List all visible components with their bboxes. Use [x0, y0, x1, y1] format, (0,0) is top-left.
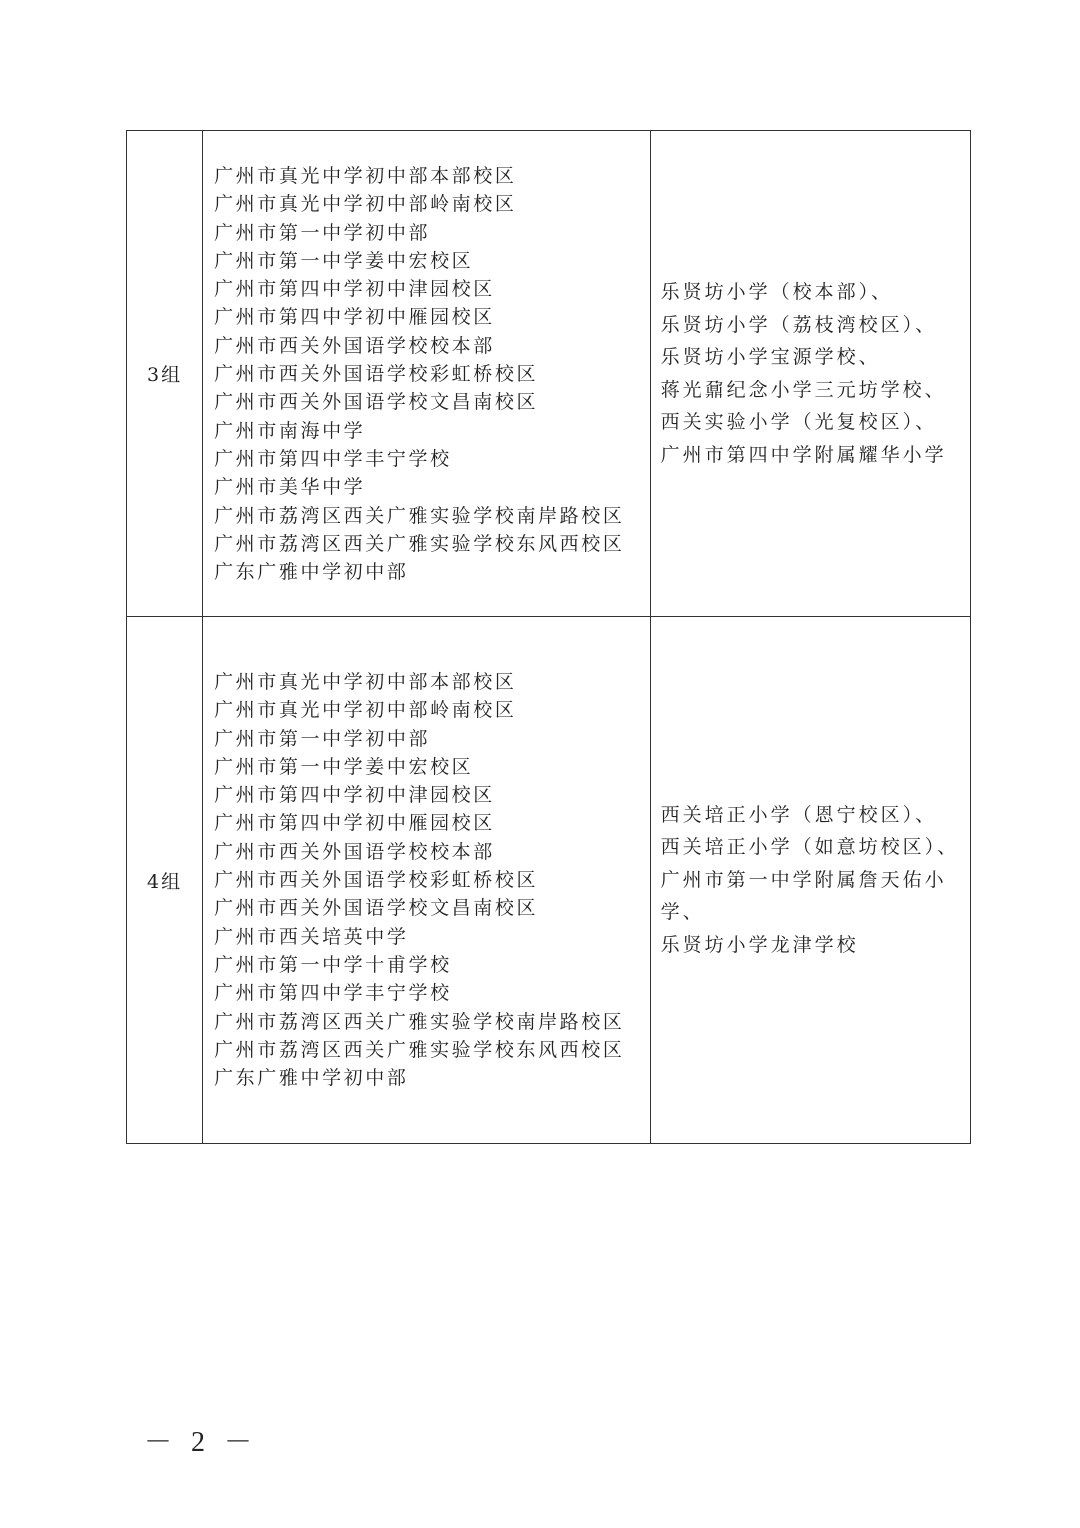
- list-item: 广州市第一中学附属詹天佑小学、: [660, 868, 947, 924]
- middle-school-cell: [203, 617, 651, 1144]
- list-item: 广州市第一中学初中部: [214, 727, 431, 750]
- list-item: 广州市西关外国语学校彩虹桥校区: [214, 363, 539, 386]
- list-item: 广州市西关外国语学校校本部: [214, 840, 495, 863]
- list-item: 广州市荔湾区西关广雅实验学校东风西校区: [214, 532, 625, 555]
- list-item: 乐贤坊小学龙津学校: [660, 933, 859, 956]
- primary-school-cell: [650, 131, 970, 617]
- list-item: 广州市第一中学十甫学校: [214, 953, 452, 976]
- list-item: 广州市第四中学丰宁学校: [214, 447, 452, 470]
- primary-school-cell: [650, 617, 970, 1144]
- list-item: 广州市西关外国语学校文昌南校区: [214, 897, 539, 920]
- list-item: 广州市第四中学初中津园校区: [214, 784, 495, 807]
- middle-school-list: [203, 131, 650, 586]
- group-label-cell: [127, 617, 203, 1144]
- group-label-cell: [127, 131, 203, 617]
- school-group-table: [126, 130, 971, 1144]
- list-item: 广州市第一中学初中部: [214, 221, 431, 244]
- list-item: 广州市第一中学姜中宏校区: [214, 249, 474, 272]
- list-item: 西关培正小学（恩宁校区）、: [660, 803, 938, 826]
- list-item: 广州市南海中学: [214, 419, 366, 442]
- list-item: 广州市西关培英中学: [214, 925, 409, 948]
- table-row: [127, 131, 971, 617]
- list-item: 广州市荔湾区西关广雅实验学校南岸路校区: [214, 1010, 625, 1033]
- list-item: 广州市真光中学初中部岭南校区: [214, 193, 517, 216]
- list-item: 乐贤坊小学（荔枝湾校区）、: [660, 313, 938, 336]
- primary-school-list: [651, 799, 970, 962]
- list-item: 乐贤坊小学（校本部）、: [660, 281, 894, 303]
- list-item: 广州市真光中学初中部本部校区: [214, 165, 517, 187]
- list-item: 广州市第四中学初中津园校区: [214, 278, 495, 301]
- list-item: 广州市第四中学附属耀华小学: [660, 443, 947, 466]
- list-item: 西关培正小学（如意坊校区）、: [660, 836, 960, 859]
- group-label: 4组: [146, 870, 183, 893]
- list-item: 西关实验小学（光复校区）、: [660, 411, 938, 433]
- list-item: 乐贤坊小学宝源学校、: [660, 346, 881, 368]
- middle-school-cell: [203, 131, 651, 617]
- list-item: 广州市美华中学: [214, 476, 366, 499]
- list-item: 广州市真光中学初中部本部校区: [214, 671, 517, 693]
- list-item: 广州市西关外国语学校文昌南校区: [214, 391, 539, 414]
- list-item: 广州市西关外国语学校彩虹桥校区: [214, 869, 539, 892]
- list-item: 广州市真光中学初中部岭南校区: [214, 699, 517, 722]
- list-item: 广州市第四中学初中雁园校区: [214, 812, 495, 835]
- list-item: 蒋光鼐纪念小学三元坊学校、: [660, 378, 947, 401]
- group-label: 3组: [146, 364, 183, 386]
- list-item: 广州市西关外国语学校校本部: [214, 334, 495, 357]
- list-item: 广州市第四中学丰宁学校: [214, 982, 452, 1005]
- list-item: 广东广雅中学初中部: [214, 1067, 409, 1090]
- list-item: 广州市荔湾区西关广雅实验学校南岸路校区: [214, 504, 625, 527]
- list-item: 广东广雅中学初中部: [214, 561, 409, 584]
- table-row: [127, 617, 971, 1144]
- page-number: － 2 －: [144, 1427, 259, 1458]
- list-item: 广州市第一中学姜中宏校区: [214, 755, 474, 778]
- list-item: 广州市第四中学初中雁园校区: [214, 306, 495, 329]
- primary-school-list: [651, 276, 970, 471]
- middle-school-list: [203, 617, 650, 1092]
- list-item: 广州市荔湾区西关广雅实验学校东风西校区: [214, 1038, 625, 1061]
